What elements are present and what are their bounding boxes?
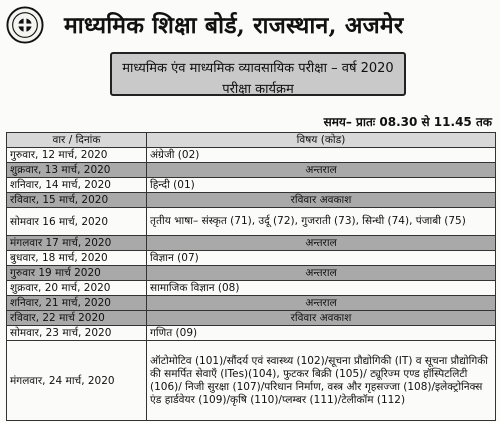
subject-cell: अन्तराल (147, 266, 496, 281)
exam-time-note: समय– प्रातः 08.30 से 11.45 तक (323, 115, 492, 129)
day-cell: सोमवार, 23 मार्च, 2020 (7, 326, 147, 341)
table-row (7, 251, 496, 266)
exam-subtitle: परीक्षा कार्यक्रम (222, 82, 294, 97)
subject-cell: अन्तराल (147, 163, 496, 178)
subject-cell: हिन्दी (01) (147, 178, 496, 193)
table-row (7, 311, 496, 326)
table-row (7, 266, 496, 281)
board-name-heading: माध्यमिक शिक्षा बोर्ड, राजस्थान, अजमेर (64, 12, 404, 39)
col-header-day: वार / दिनांक (7, 133, 147, 148)
col-header-subject: विषय (कोड) (147, 133, 496, 148)
table-row (7, 208, 496, 236)
table-row (7, 326, 496, 341)
subject-cell: विज्ञान (07) (147, 251, 496, 266)
table-row (7, 178, 496, 193)
subject-cell: अंग्रेजी (02) (147, 148, 496, 163)
subject-cell: अन्तराल (147, 236, 496, 251)
subject-cell: गणित (09) (147, 326, 496, 341)
day-cell: सोमवार 16 मार्च, 2020 (7, 208, 147, 236)
subject-cell: अन्तराल (147, 296, 496, 311)
exam-title: माध्यमिक एंव माध्यमिक व्यावसायिक परीक्षा – वर्ष 2020 (122, 61, 394, 76)
day-cell: मंगलवार, 24 मार्च, 2020 (7, 341, 147, 421)
subject-cell: रविवार अवकाश (147, 193, 496, 208)
table-row (7, 281, 496, 296)
day-cell: रविवार, 22 मार्च 2020 (7, 311, 147, 326)
table-row (7, 148, 496, 163)
day-cell: मंगलवार 17 मार्च, 2020 (7, 236, 147, 251)
subject-cell: ऑटोमोटिव (101)/सौंदर्य एवं स्वास्थ्य (102)/सूचना प्रौद्योगिकी (IT) व सूचना प्रौद्योगिकी की समर्पित सेवाएँ (ITes)(104), फुटकर बिक्री (105)/ ट्यूरिज्म एण्ड हॉस्पिटलिटी (106)/ निजी सुरक्षा (107)/परिधान निर्माण, वस्त्र और गृहसज्जा (108)/इलेक्ट्रोनिक्स एंड हार्डवेयर (109)/कृषि (110)/प्लम्बर (111)/टेलीकॉम (112) (147, 341, 496, 421)
day-cell: गुरुवार, 12 मार्च, 2020 (7, 148, 147, 163)
day-cell: शनिवार, 14 मार्च, 2020 (7, 178, 147, 193)
day-cell: रविवार, 15 मार्च, 2020 (7, 193, 147, 208)
subject-cell: सामाजिक विज्ञान (08) (147, 281, 496, 296)
day-cell: शनिवार, 21 मार्च, 2020 (7, 296, 147, 311)
table-header-row (7, 133, 496, 148)
day-cell: बुधवार, 18 मार्च, 2020 (7, 251, 147, 266)
exam-title-box (110, 52, 406, 96)
table-row (7, 296, 496, 311)
subject-cell: तृतीय भाषा– संस्कृत (71), उर्दू (72), गुजराती (73), सिन्धी (74), पंजाबी (75) (147, 208, 496, 236)
table-row (7, 163, 496, 178)
day-cell: शुक्रवार, 20 मार्च, 2020 (7, 281, 147, 296)
table-row (7, 236, 496, 251)
table-row (7, 193, 496, 208)
subject-cell: रविवार अवकाश (147, 311, 496, 326)
day-cell: शुक्रवार, 13 मार्च, 2020 (7, 163, 147, 178)
day-cell: गुरुवार 19 मार्च 2020 (7, 266, 147, 281)
table-row (7, 341, 496, 421)
schedule-table (6, 132, 496, 421)
board-seal-logo (6, 6, 44, 44)
